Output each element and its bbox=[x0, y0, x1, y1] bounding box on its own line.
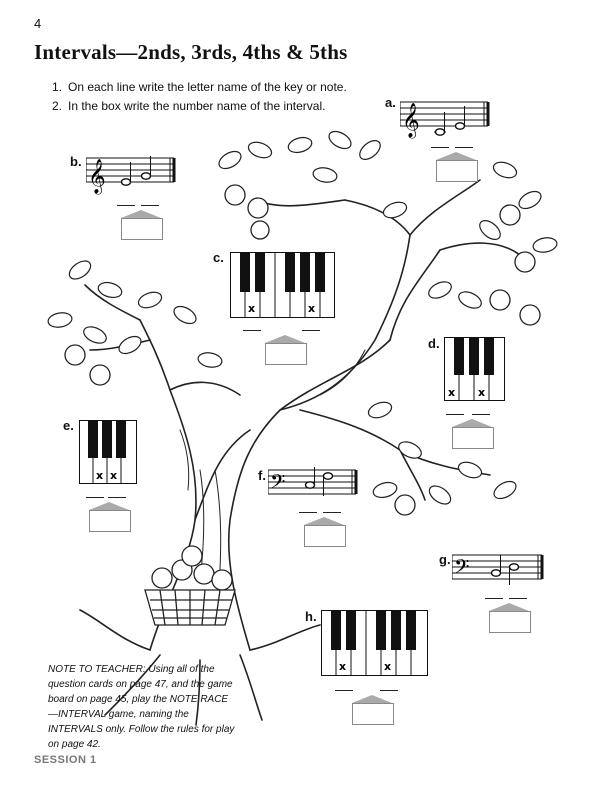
answer-box-d[interactable] bbox=[452, 427, 494, 449]
answer-line-c2[interactable] bbox=[302, 330, 320, 331]
note-2 bbox=[324, 473, 333, 479]
answer-box-cap bbox=[436, 152, 476, 160]
question-h-keyboard bbox=[321, 610, 431, 678]
key-mark-2: x bbox=[308, 302, 316, 315]
treble-clef-icon: 𝄞 bbox=[88, 159, 106, 194]
question-g-staff bbox=[452, 551, 546, 591]
answer-box-a[interactable] bbox=[436, 160, 478, 182]
answer-box-f[interactable] bbox=[304, 525, 346, 547]
note-2 bbox=[456, 123, 465, 129]
note-2 bbox=[510, 564, 519, 570]
page-number: 4 bbox=[34, 16, 42, 31]
question-f-label: f. bbox=[258, 468, 266, 483]
answer-box-cap bbox=[352, 695, 392, 703]
answer-box-cap bbox=[89, 502, 129, 510]
note-1 bbox=[122, 179, 131, 185]
note-1 bbox=[436, 129, 445, 135]
answer-line-e1[interactable] bbox=[86, 497, 104, 498]
answer-box-g[interactable] bbox=[489, 611, 531, 633]
instruction-1: 1. On each line write the letter name of the key or note. bbox=[52, 80, 347, 94]
key-mark-1: x bbox=[339, 660, 347, 673]
answer-box-cap bbox=[265, 335, 305, 343]
answer-line-g1[interactable] bbox=[485, 598, 503, 599]
answer-box-h[interactable] bbox=[352, 703, 394, 725]
question-g-label: g. bbox=[439, 552, 451, 567]
note-1 bbox=[306, 482, 315, 488]
bass-clef-icon: 𝄢 bbox=[270, 470, 286, 498]
answer-line-d2[interactable] bbox=[472, 414, 490, 415]
note-2 bbox=[142, 173, 151, 179]
answer-box-cap bbox=[121, 210, 161, 218]
note-to-teacher: NOTE TO TEACHER: Using all of the question cards on page 47, and the game board on page 45, play the NOTE RACE—INTERVAL game, naming the INTERVALS only. Follow the rules for play on page 42. bbox=[48, 664, 235, 750]
answer-line-b1[interactable] bbox=[117, 205, 135, 206]
question-d-keyboard bbox=[444, 337, 506, 403]
key-mark-2: x bbox=[110, 469, 118, 482]
key-mark-1: x bbox=[96, 469, 104, 482]
answer-line-b2[interactable] bbox=[141, 205, 159, 206]
question-e-label: e. bbox=[63, 418, 74, 433]
treble-clef-icon: 𝄞 bbox=[402, 103, 420, 138]
answer-box-c[interactable] bbox=[265, 343, 307, 365]
answer-line-a2[interactable] bbox=[455, 147, 473, 148]
answer-line-e2[interactable] bbox=[108, 497, 126, 498]
page-title: Intervals—2nds, 3rds, 4ths & 5ths bbox=[34, 40, 348, 64]
answer-box-b[interactable] bbox=[121, 218, 163, 240]
question-c-keyboard bbox=[230, 252, 336, 320]
question-b-label: b. bbox=[70, 154, 82, 169]
question-b-staff bbox=[86, 152, 178, 196]
answer-line-g2[interactable] bbox=[509, 598, 527, 599]
key-mark-2: x bbox=[478, 386, 486, 399]
answer-line-h2[interactable] bbox=[380, 690, 398, 691]
key-mark-1: x bbox=[248, 302, 256, 315]
bass-clef-icon: 𝄢 bbox=[454, 555, 470, 583]
question-e-keyboard bbox=[79, 420, 139, 486]
note-1 bbox=[492, 570, 501, 576]
question-f-staff bbox=[268, 466, 360, 506]
answer-box-cap bbox=[452, 419, 492, 427]
answer-box-e[interactable] bbox=[89, 510, 131, 532]
question-h-label: h. bbox=[305, 609, 317, 624]
answer-line-h1[interactable] bbox=[335, 690, 353, 691]
footer-session: SESSION 1 bbox=[34, 754, 97, 766]
key-mark-2: x bbox=[384, 660, 392, 673]
question-a-staff bbox=[400, 96, 492, 140]
instruction-2: 2. In the box write the number name of the interval. bbox=[52, 99, 326, 113]
question-d-label: d. bbox=[428, 336, 440, 351]
answer-line-f2[interactable] bbox=[323, 512, 341, 513]
answer-line-f1[interactable] bbox=[299, 512, 317, 513]
answer-line-a1[interactable] bbox=[431, 147, 449, 148]
answer-box-cap bbox=[489, 603, 529, 611]
answer-line-c1[interactable] bbox=[243, 330, 261, 331]
question-a-label: a. bbox=[385, 95, 396, 110]
question-c-label: c. bbox=[213, 250, 224, 265]
answer-box-cap bbox=[304, 517, 344, 525]
key-mark-1: x bbox=[448, 386, 456, 399]
answer-line-d1[interactable] bbox=[446, 414, 464, 415]
